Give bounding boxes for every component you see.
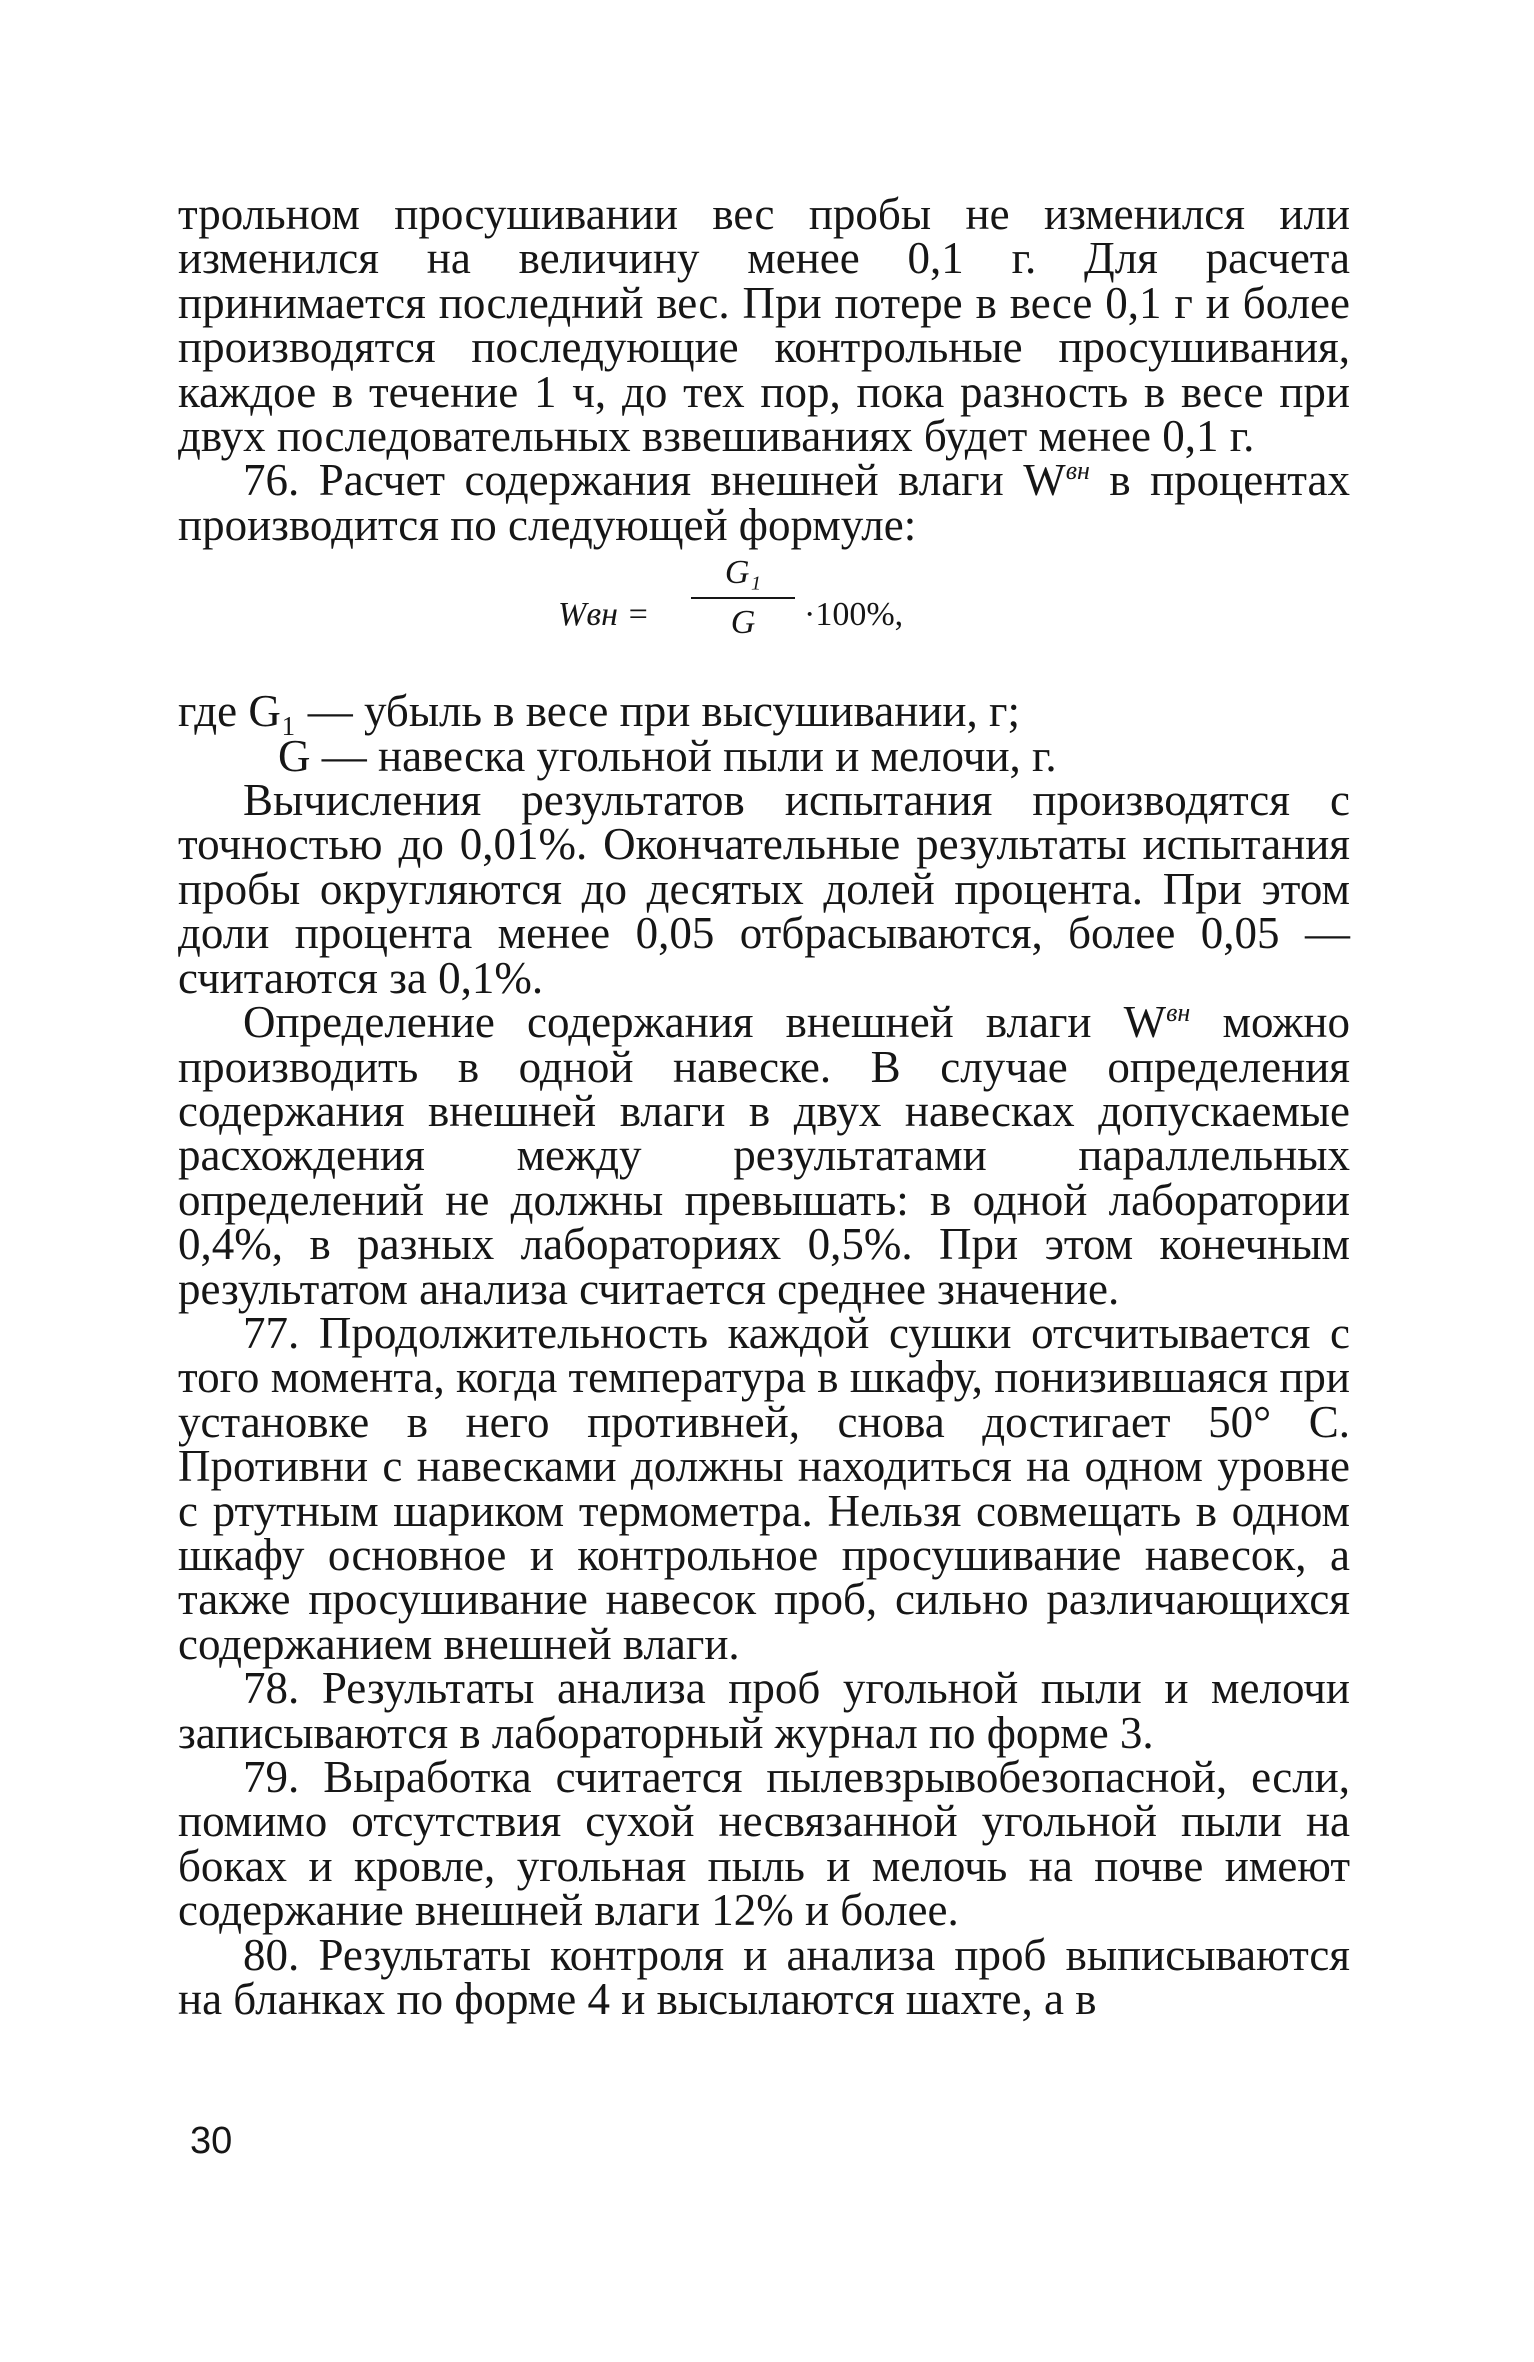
formula-numerator: G₁ — [724, 554, 762, 592]
paragraph-determination-start: Определение содержания внешней влаги W — [243, 997, 1167, 1048]
page-number: 30 — [190, 2120, 233, 2162]
paragraph-76-text-end: в процентах производится по следующей формуле: — [178, 455, 1350, 550]
formula-denominator: G — [730, 604, 756, 642]
paragraph-79: 79. Выработка считается пылевзрывобезопасной, если, помимо отсутствия сухой несвязанной угольной пыли на боках и кровле, угольная пыль и мелочь на почве имеют содержание внешней влаги 12% и более. — [178, 1752, 1350, 1936]
superscript-vn: вн — [1065, 456, 1090, 486]
fraction-bar — [691, 597, 795, 599]
paragraph-78: 78. Результаты анализа проб угольной пыли и мелочи записываются в лабораторный журнал по форме 3. — [178, 1663, 1350, 1758]
paragraph-77: 77. Продолжительность каждой сушки отсчитывается с того момента, когда температура в шкафу, понизившаяся при установке в него противней, снова достигает 50° С. Противни с навесками должны находиться на одном уровне с ртутным шариком термометра. Нельзя совмещать в одном шкафу основное и контрольное просушивание навесок, а также просушивание навесок проб, сильно различающихся содержанием внешней влаги. — [178, 1307, 1350, 1669]
paragraph-76-text-start: 76. Расчет содержания внешней влаги W — [243, 455, 1066, 506]
paragraph-continuation: трольном просушивании вес пробы не изменился или изменился на величину менее 0,1 г. Для расчета принимается последний вес. При потере в весе 0,1 г и более производятся последующие контрольные просушивания, каждое в течение 1 ч, до тех пор, пока разность в весе при двух последовательных взвешиваниях будет менее 0,1 г. — [178, 189, 1350, 462]
paragraph-76 — [178, 455, 1350, 550]
where-definition-g1: где G₁ — убыль в весе при высушивании, г; — [178, 686, 1020, 737]
paragraph-80: 80. Результаты контроля и анализа проб выписываются на бланках по форме 4 и высылаются шахте, а в — [178, 1929, 1350, 2025]
formula-fraction — [691, 551, 795, 645]
paragraph-determination — [178, 997, 1351, 1314]
superscript-vn-2: вн — [1166, 998, 1191, 1028]
formula-rhs: ·100%, — [804, 596, 904, 634]
moisture-formula — [178, 551, 1350, 679]
paragraph-determination-end: можно производить в одной навеске. В случае определения содержания внешней влаги в двух навесках допускаемые расхождения между результатами параллельных определений не должны превышать: в одной лаборатории 0,4%, в разных лабораториях 0,5%. При этом конечным результатом анализа считается среднее значение. — [178, 997, 1351, 1314]
where-definition-g: G — навеска угольной пыли и мелочи, г. — [278, 730, 1057, 781]
formula-lhs: Wвн = — [558, 596, 650, 634]
paragraph-calculation-accuracy: Вычисления результатов испытания производятся с точностью до 0,01%. Окончательные результаты испытания пробы округляются до десятых долей процента. При этом доли процента менее 0,05 отбрасываются, более 0,05 — считаются за 0,1%. — [178, 775, 1350, 1003]
page-body — [178, 189, 1351, 2025]
